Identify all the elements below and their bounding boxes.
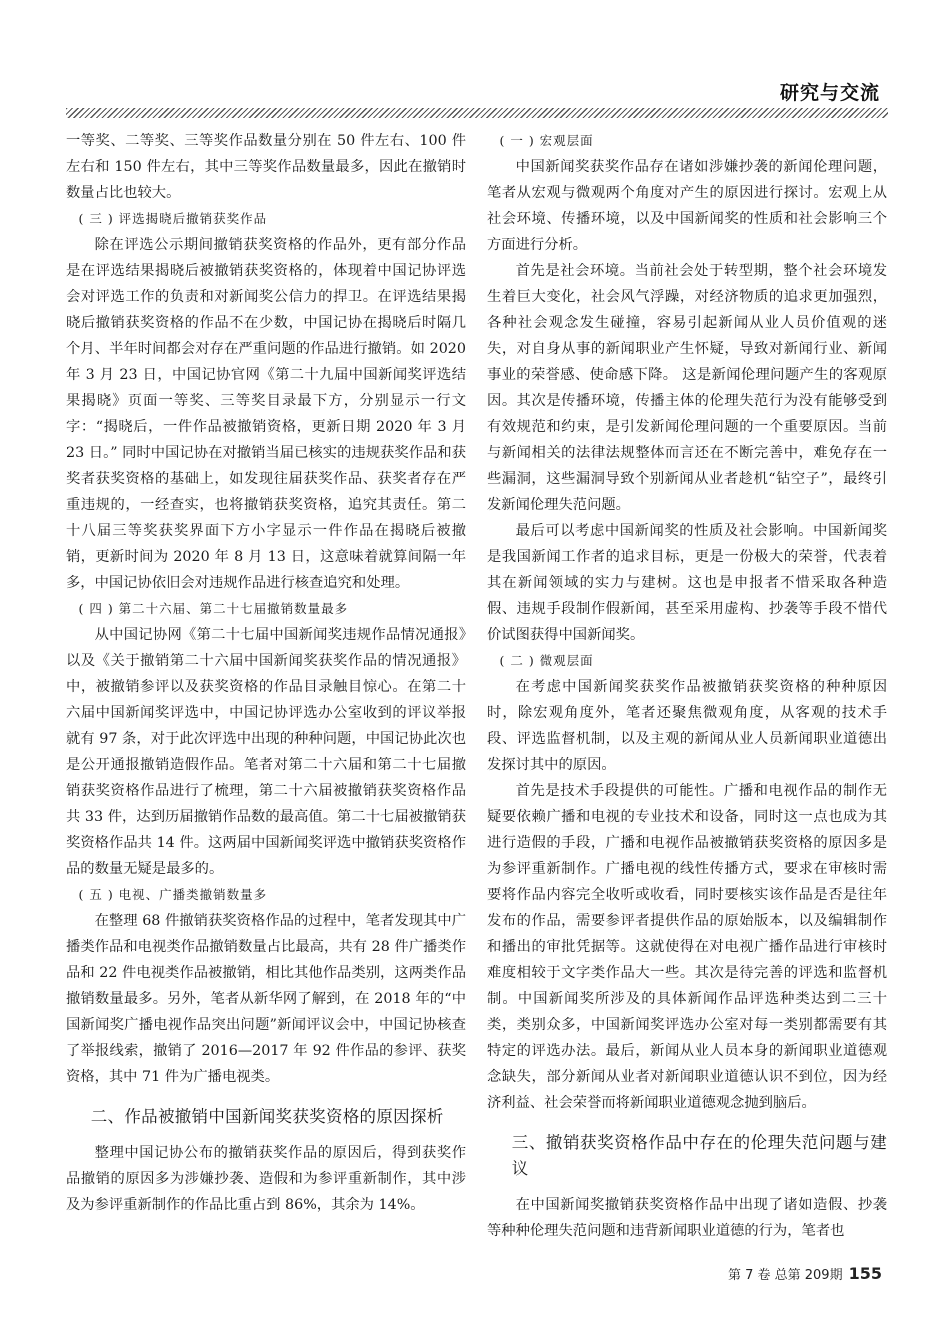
section-heading: 二、作品被撤销中国新闻奖获奖资格的原因探析 [90,1107,444,1126]
section-heading: 三、撤销获奖资格作品中存在的伦理失范问题与建议 [511,1133,887,1178]
left-column [66,128,466,1218]
paragraph: 最后可以考虑中国新闻奖的性质及社会影响。中国新闻奖是我国新闻工作者的追求目标，更是一份极大的荣誉，代表着其在新闻领域的实力与建树。这也是申报者不惜采取各种造假、违规手段制作假新闻，甚至采用虚构、抄袭等手段不惜代价试图获得中国新闻奖。 [487,523,887,643]
right-column [487,128,887,1244]
paragraph: 除在评选公示期间撤销获奖资格的作品外，更有部分作品是在评选结果揭晓后被撤销获奖资格的，体现着中国记协评选会对评选工作的负责和对新闻奖公信力的捍卫。在评选结果揭晓后撤销获奖资格的作品不在少数，中国记协在揭晓后时隔几个月、半年时间都会对存在严重问题的作品进行撤销。如 2020 年 3 月 23 日，中国记协官网《第二十九届中国新闻奖评选结果揭晓》页面一等奖、三等奖目录最下方，分别显示一行文字：“揭晓后，一件作品被撤销资格，更新日期 2020 年 3 月 23 日。” 同时中国记协在对撤销当届已核实的违规获奖作品和获奖者获奖资格的基础上，如发现往届获奖作品、获奖者存在严重违规的，一经查实，也将撤销获奖资格，追究其责任。第二十八届三等奖获奖界面下方小字显示一件作品在揭晓后被撤销，更新时间为 2020 年 8 月 13 日，这意味着就算间隔一年多，中国记协依旧会对违规作品进行核查追究和处理。 [66,237,466,591]
volume-info: 第 7 卷 总第 209期 [727,1268,843,1283]
subheading: ( 五 ) 电视、广播类撤销数量多 [78,887,268,902]
subheading: ( 一 ) 宏观层面 [499,133,594,148]
subheading: ( 二 ) 微观层面 [499,653,594,668]
paragraph: 中国新闻奖获奖作品存在诸如涉嫌抄袭的新闻伦理问题，笔者从宏观与微观两个角度对产生的原因进行探讨。宏观上从社会环境、传播环境，以及中国新闻奖的性质和社会影响三个方面进行分析。 [487,159,887,253]
subheading: ( 三 ) 评选揭晓后撤销获奖作品 [78,211,268,226]
page-footer [728,1264,882,1283]
paragraph: 整理中国记协公布的撤销获奖作品的原因后，得到获奖作品撤销的原因多为涉嫌抄袭、造假和为参评重新制作，其中涉及为参评重新制作的作品比重占到 86%，其余为 14%。 [66,1145,466,1213]
paragraph: 从中国记协网《第二十七届中国新闻奖违规作品情况通报》以及《关于撤销第二十六届中国新闻奖获奖作品的情况通报》中，被撤销参评以及获奖资格的作品目录触目惊心。在第二十六届中国新闻奖评选中，中国记协评选办公室收到的评议举报就有 97 条，对于此次评选中出现的种种问题，中国记协此次也是公开通报撤销造假作品。笔者对第二十六届和第二十七届撤销获奖资格作品进行了梳理，第二十六届被撤销获奖资格作品共 33 件，达到历届撤销作品数的最高值。第二十七届被撤销获奖资格作品共 14 件。这两届中国新闻奖评选中撤销获奖资格作品的数量无疑是最多的。 [66,627,466,877]
header-rule [66,108,888,118]
paragraph: 一等奖、二等奖、三等奖作品数量分别在 50 件左右、100 件左右和 150 件左右，其中三等奖作品数量最多，因此在撤销时数量占比也较大。 [66,133,466,201]
paragraph: 首先是技术手段提供的可能性。广播和电视作品的制作无疑要依赖广播和电视的专业技术和设备，同时这一点也成为其进行造假的手段，广播和电视作品被撤销获奖资格的原因多是为参评重新制作。广播电视的线性传播方式，要求在审核时需要将作品内容完全收听或收看，同时要核实该作品是否是往年发布的作品，需要参评者提供作品的原始版本，以及编辑制作和播出的审批凭据等。这就使得在对电视广播作品进行审核时难度相较于文字类作品大一些。其次是待完善的评选和监督机制。中国新闻奖所涉及的具体新闻作品评选种类达到二三十类，类别众多，中国新闻奖评选办公室对每一类别都需要有其特定的评选办法。最后，新闻从业人员本身的新闻职业道德观念缺失，部分新闻从业者对新闻职业道德认识不到位，因为经济利益、社会荣誉而将新闻职业道德观念抛到脑后。 [487,783,887,1111]
paragraph: 在考虑中国新闻奖获奖作品被撤销获奖资格的种种原因时，除宏观角度外，笔者还聚焦微观角度，从客观的技术手段、评选监督机制，以及主观的新闻从业人员新闻职业道德出发探讨其中的原因。 [487,679,887,773]
paragraph: 在中国新闻奖撤销获奖资格作品中出现了诸如造假、抄袭等种种伦理失范问题和违背新闻职业道德的行为，笔者也 [487,1197,887,1239]
page-number: 155 [848,1264,882,1283]
paragraph: 在整理 68 件撤销获奖资格作品的过程中，笔者发现其中广播类作品和电视类作品撤销数量占比最高，共有 28 件广播类作品和 22 件电视类作品被撤销，相比其他作品类别，这两类作品撤销数量最多。另外，笔者从新华网了解到，在 2018 年的“中国新闻奖广播电视作品突出问题”新闻评议会中，中国记协核查了举报线索，撤销了 2016—2017 年 92 件作品的参评、获奖资格，其中 71 件为广播电视类。 [66,913,466,1085]
section-title: 研究与交流 [779,82,880,104]
subheading: ( 四 ) 第二十六届、第二十七届撤销数量最多 [78,601,349,616]
paragraph: 首先是社会环境。当前社会处于转型期，整个社会环境发生着巨大变化，社会风气浮躁，对经济物质的追求更加强烈，各种社会观念发生碰撞，容易引起新闻从业人员价值观的迷失，对自身从事的新闻职业产生怀疑，导致对新闻行业、新闻事业的荣誉感、使命感下降。 这是新闻伦理问题产生的客观原因。其次是传播环境，传播主体的伦理失范行为没有能够受到有效规范和约束，是引发新闻伦理问题的一个重要原因。当前与新闻相关的法律法规整体而言还在不断完善中，难免存在一些漏洞，这些漏洞导致个别新闻从业者趁机“钻空子”，最终引发新闻伦理失范问题。 [487,263,887,513]
